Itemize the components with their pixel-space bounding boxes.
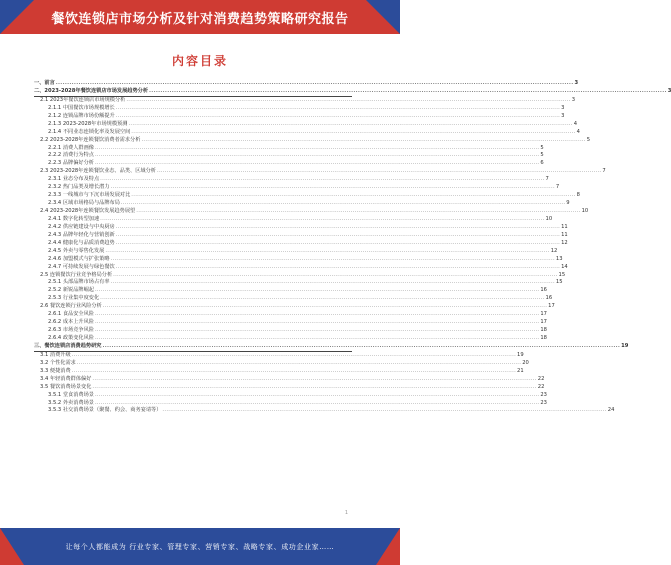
toc-leader-dots xyxy=(100,176,544,184)
toc-entry-label: 2.4.2 供应链建设与中央厨房 xyxy=(48,223,115,230)
toc-leader-dots xyxy=(95,311,539,319)
toc-entry[interactable] xyxy=(34,223,568,232)
toc-entry-page: 23 xyxy=(540,391,547,398)
toc-entry-page: 10 xyxy=(581,208,589,214)
toc-entry-label: 2.5.3 行业集中度变化 xyxy=(48,295,100,302)
toc-leader-dots xyxy=(149,88,667,96)
toc-leader-dots xyxy=(162,407,606,415)
toc-entry-label: 2.5 连锁餐饮行业竞争格局分析 xyxy=(40,271,113,278)
toc-entry[interactable] xyxy=(34,176,549,184)
toc-leader-dots xyxy=(92,384,536,392)
toc-entry-label: 2.4.7 可持续发展与绿色餐饮 xyxy=(48,263,115,270)
toc-entry-label: 2.1.1 中国餐饮市场规模增长 xyxy=(48,104,115,111)
toc-entry-label: 2.6.3 市场竞争风险 xyxy=(48,327,94,334)
toc-entry[interactable] xyxy=(34,375,545,384)
toc-entry[interactable] xyxy=(34,247,558,256)
toc-entry[interactable] xyxy=(34,391,547,400)
toc-entry-page: 18 xyxy=(540,335,547,341)
toc-leader-dots xyxy=(116,224,560,232)
toc-entry-label: 2.4 2023-2028年连锁餐饮发展趋势展望 xyxy=(40,208,136,214)
toc-entry-page: 19 xyxy=(621,342,629,349)
toc-leader-dots xyxy=(126,97,570,105)
toc-entry[interactable] xyxy=(34,192,580,200)
toc-entry-page: 22 xyxy=(537,383,545,390)
toc-entry-page: 16 xyxy=(540,287,547,294)
toc-entry-label: 2.3 2023-2028年连锁餐饮业态、品类、区域分析 xyxy=(40,168,156,175)
toc-leader-dots xyxy=(121,200,565,208)
toc-entry[interactable] xyxy=(34,342,629,352)
toc-leader-dots xyxy=(95,152,539,160)
toc-entry-page: 4 xyxy=(576,128,580,135)
toc-entry-page: 3 xyxy=(574,80,579,86)
toc-leader-dots xyxy=(116,232,560,240)
toc-entry-label: 二、2023-2028年餐饮连锁店市场发展趋势分析 xyxy=(34,87,149,94)
toc-leader-dots xyxy=(95,160,539,168)
toc-entry-label: 2.2.3 品牌偏好分析 xyxy=(48,160,94,167)
toc-leader-dots xyxy=(116,264,560,272)
toc-entry[interactable] xyxy=(34,367,524,376)
toc-leader-dots xyxy=(92,376,536,384)
report-title: 餐饮连锁店市场分析及针对消费趋势策略研究报告 xyxy=(51,11,349,27)
toc-entry-label: 2.6 餐饮连锁行业风险分析 xyxy=(40,303,102,310)
toc-entry[interactable] xyxy=(34,184,560,192)
toc-entry-page: 23 xyxy=(540,399,547,406)
toc-entry[interactable] xyxy=(34,96,576,105)
toc-leader-dots xyxy=(128,121,572,129)
toc-entry-label: 2.2.1 消费人群画像 xyxy=(48,144,94,151)
toc-entry[interactable] xyxy=(34,231,568,240)
toc-entry-label: 2.3.4 区域市场格局与品牌布局 xyxy=(48,200,120,207)
toc-entry[interactable] xyxy=(34,359,529,368)
toc-entry-page: 11 xyxy=(561,231,568,238)
toc-entry-page: 10 xyxy=(545,215,553,222)
toc-entry-page: 6 xyxy=(540,160,544,167)
toc-leader-dots xyxy=(95,287,539,295)
toc-entry-page: 3 xyxy=(571,96,576,103)
toc-entry-label: 3.5.1 堂食消费场景 xyxy=(48,391,94,398)
header-corner-decoration xyxy=(0,0,34,34)
toc-entry[interactable] xyxy=(34,80,579,88)
toc-leader-dots xyxy=(72,368,516,376)
toc-entry-page: 7 xyxy=(602,168,606,175)
toc-entry-page: 7 xyxy=(555,184,560,191)
toc-leader-dots xyxy=(95,319,539,327)
toc-leader-dots xyxy=(111,279,555,287)
toc-entry-label: 一、前言 xyxy=(34,80,55,86)
toc-entry-page: 13 xyxy=(555,255,563,262)
toc-leader-dots xyxy=(136,208,580,216)
toc-entry[interactable] xyxy=(34,200,570,208)
toc-entry-label: 2.3.1 业态分布及特点 xyxy=(48,176,100,183)
footer-slogan: 让每个人都能成为 行业专家、管理专家、营销专家、战略专家、成功企业家…… xyxy=(65,542,335,551)
toc-leader-dots xyxy=(131,192,575,200)
toc-entry-page: 14 xyxy=(561,263,568,270)
toc-entry-page: 18 xyxy=(540,327,547,334)
toc-entry-label: 2.4.4 健康化与品质消费趋势 xyxy=(48,239,115,246)
page-footer xyxy=(0,528,400,565)
toc-leader-dots xyxy=(113,272,557,280)
toc-entry-label: 3.2 个性化需求 xyxy=(40,359,76,366)
toc-entry-label: 2.1.4 不同业态连锁化率及发展空间 xyxy=(48,128,131,135)
toc-entry-label: 2.2 2023-2028年连锁餐饮消费者需求分析 xyxy=(40,136,141,143)
toc-entry-page: 17 xyxy=(548,303,555,310)
toc-entry-label: 2.3.2 热门品类及增长潜力 xyxy=(48,184,110,191)
toc-entry-label: 2.4.1 数字化转型加速 xyxy=(48,215,100,222)
toc-entry-label: 3.1 消费升级 xyxy=(40,351,71,358)
toc-entry-label: 2.4.6 加盟模式与扩张策略 xyxy=(48,255,110,262)
toc-entry-page: 20 xyxy=(522,359,529,366)
footer-stripe-decoration xyxy=(0,528,24,565)
toc-entry-page: 15 xyxy=(558,271,566,278)
toc-entry-label: 2.2.2 消费行为特点 xyxy=(48,152,94,159)
toc-entry-page: 12 xyxy=(561,239,568,246)
toc-entry-page: 11 xyxy=(561,223,568,230)
toc-leader-dots xyxy=(72,352,516,360)
toc-leader-dots xyxy=(95,392,539,400)
toc-entry-label: 2.1.3 2023-2028年市场规模预测 xyxy=(48,120,128,127)
toc-entry-page: 3 xyxy=(561,112,565,119)
toc-leader-dots xyxy=(102,343,620,351)
toc-entry-page: 8 xyxy=(576,192,580,199)
toc-entry[interactable] xyxy=(34,255,563,264)
toc-entry-label: 3.4 年轻消费群体偏好 xyxy=(40,375,92,382)
toc-entry-page: 24 xyxy=(607,407,615,414)
toc-entry[interactable] xyxy=(34,335,547,343)
toc-entry-page: 22 xyxy=(537,375,545,382)
toc-leader-dots xyxy=(77,360,521,368)
toc-entry-label: 2.1 2023年餐饮连锁店市场规模分析 xyxy=(40,96,126,103)
toc-entry-label: 2.6.2 成本上升风险 xyxy=(48,319,94,326)
toc-entry[interactable] xyxy=(34,215,553,224)
toc-leader-dots xyxy=(95,335,539,343)
toc-entry-page: 12 xyxy=(550,247,558,254)
toc-entry-label: 2.4.3 品牌年轻化与营销创新 xyxy=(48,231,115,238)
toc-entry-page: 5 xyxy=(540,144,544,151)
toc-entry[interactable] xyxy=(34,263,568,272)
toc-entry[interactable] xyxy=(34,104,565,113)
toc-leader-dots xyxy=(103,303,547,311)
toc-leader-dots xyxy=(111,184,555,192)
toc-entry-label: 2.5.1 头部品牌市场占有率 xyxy=(48,279,110,286)
toc-leader-dots xyxy=(105,248,549,256)
toc-entry-page: 17 xyxy=(540,319,547,326)
toc-entry[interactable] xyxy=(34,327,547,335)
header-corner-decoration-right xyxy=(366,0,400,34)
toc-leader-dots xyxy=(116,105,560,113)
footer-stripe-decoration-right xyxy=(376,528,400,565)
toc-leader-dots xyxy=(95,327,539,335)
toc-leader-dots xyxy=(141,137,585,145)
toc-entry[interactable] xyxy=(34,128,580,137)
toc-entry-page: 5 xyxy=(586,136,591,143)
toc-entry-label: 2.3.3 一线城市与下沉市场发展对比 xyxy=(48,192,131,199)
toc-leader-dots xyxy=(116,113,560,121)
toc-leader-dots xyxy=(95,145,539,153)
toc-entry-page: 17 xyxy=(540,311,547,318)
toc-entry-page: 3 xyxy=(561,104,565,111)
toc-entry-label: 3.5 餐饮消费场景变化 xyxy=(40,383,92,390)
toc-leader-dots xyxy=(100,216,544,224)
toc-entry-page: 5 xyxy=(540,152,544,159)
toc-entry-label: 3.5.3 社交消费场景（聚餐、约会、商务宴请等） xyxy=(48,407,162,414)
table-of-contents xyxy=(34,80,671,415)
toc-entry[interactable] xyxy=(34,112,565,121)
page-number: 1 xyxy=(344,510,348,516)
toc-entry-label: 3.3 便捷消费 xyxy=(40,367,71,374)
toc-leader-dots xyxy=(116,240,560,248)
toc-leader-dots xyxy=(131,129,575,137)
toc-entry-page: 15 xyxy=(555,279,563,286)
toc-entry[interactable] xyxy=(34,87,671,97)
toc-entry-page: 9 xyxy=(566,200,570,207)
toc-entry[interactable] xyxy=(34,136,591,145)
page-header xyxy=(0,0,400,34)
toc-entry-page: 16 xyxy=(545,295,553,302)
toc-entry-label: 3.5.2 外卖消费场景 xyxy=(48,399,94,406)
toc-leader-dots xyxy=(111,256,555,264)
toc-entry[interactable] xyxy=(34,208,589,216)
toc-entry-label: 2.4.5 外卖与零售化发展 xyxy=(48,247,105,254)
toc-entry-label: 2.6.4 政策变化风险 xyxy=(48,335,94,341)
toc-entry-label: 2.1.2 连锁品牌市场份额提升 xyxy=(48,112,115,119)
toc-entry-label: 三、餐饮连锁店消费趋势研究 xyxy=(34,342,102,349)
toc-leader-dots xyxy=(157,168,601,176)
toc-heading: 内容目录 xyxy=(171,54,228,68)
toc-entry[interactable] xyxy=(34,311,547,319)
toc-entry[interactable] xyxy=(34,319,547,327)
toc-entry[interactable] xyxy=(34,351,524,360)
toc-entry-label: 2.5.2 新锐品牌崛起 xyxy=(48,287,94,294)
toc-entry[interactable] xyxy=(34,239,568,248)
toc-entry[interactable] xyxy=(34,303,555,311)
toc-entry-label: 2.6.1 食品安全风险 xyxy=(48,311,94,318)
toc-leader-dots xyxy=(56,80,574,88)
toc-entry-page: 3 xyxy=(667,87,671,94)
toc-entry-page: 7 xyxy=(545,176,549,183)
toc-entry[interactable] xyxy=(34,383,545,392)
toc-entry-page: 21 xyxy=(517,367,524,374)
toc-entry-page: 19 xyxy=(517,351,524,358)
toc-entry[interactable] xyxy=(34,120,578,129)
toc-leader-dots xyxy=(100,295,544,303)
toc-entry[interactable] xyxy=(34,407,615,415)
toc-entry-page: 4 xyxy=(573,120,578,127)
toc-leader-dots xyxy=(95,400,539,408)
